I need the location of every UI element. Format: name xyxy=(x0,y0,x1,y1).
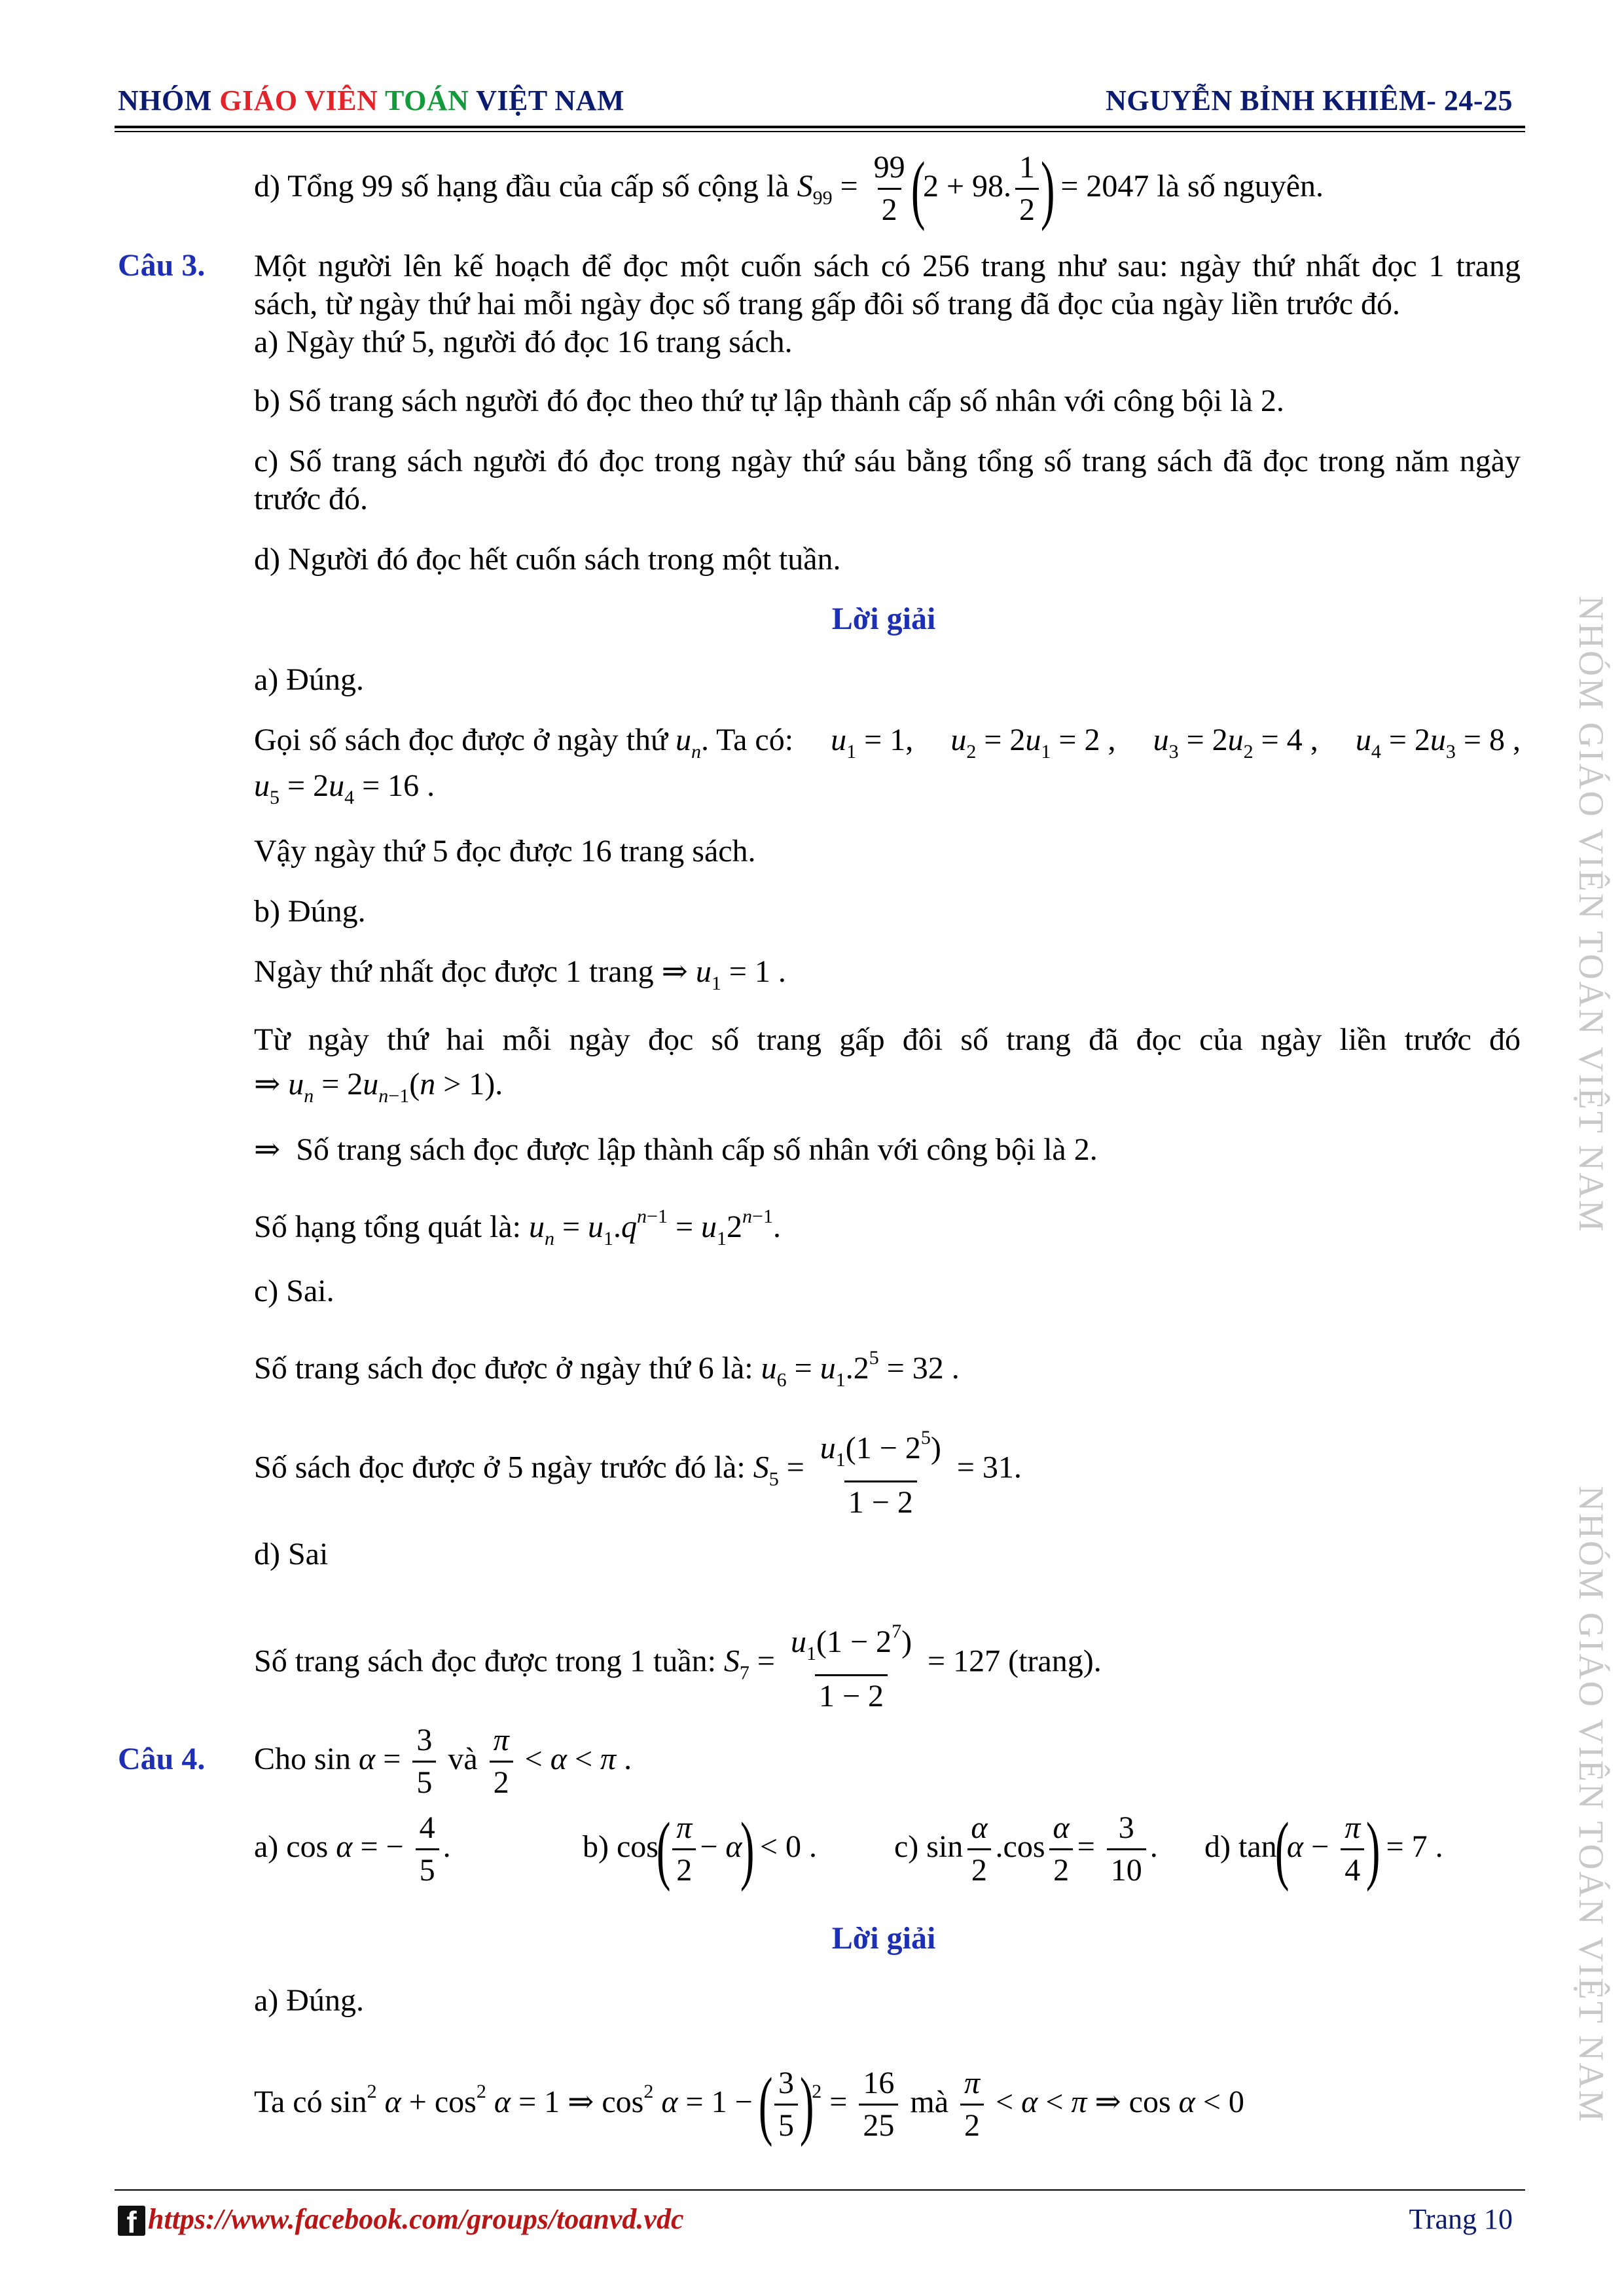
q3-sol-b-line2: Từ ngày thứ hai mỗi ngày đọc số trang gấp đôi số trang đã đọc của ngày liền trước đó xyxy=(254,1022,1521,1057)
q4-option-a: a) cos α = − $\frac{4}{5}$ . xyxy=(254,1810,451,1888)
q3-sol-b-line1: Ngày thứ nhất đọc được 1 trang ⇒ $u_1 = 1$ . xyxy=(254,954,786,994)
q4-ma: mà xyxy=(910,2085,948,2119)
watermark-upper: NHÓM GIÁO VIÊN TOÁN VIỆT NAM xyxy=(1572,596,1611,1234)
q3-sol-b-line4-text: Số hạng tổng quát là: xyxy=(254,1210,521,1244)
q3-sol-a-conclusion: Vậy ngày thứ 5 đọc được 16 trang sách. xyxy=(254,834,756,869)
q3-sol-b-line3: ⇒ Số trang sách đọc được lập thành cấp số nhân với công bội là 2. xyxy=(254,1132,1098,1167)
q3-sol-c-line1: Số trang sách đọc được ở ngày thứ 6 là: $u_6 = u_1.2^5 = 32$ . xyxy=(254,1347,960,1391)
q3-sol-c-verdict: c) Sai. xyxy=(254,1274,334,1308)
q3-sol-d-verdict: d) Sai xyxy=(254,1537,329,1571)
prev-question-d: d) Tổng 99 số hạng đầu của cấp số cộng là $S_{99}$ = $\frac{99}{2}$ (2 + 98. $\frac{1}{2}$ ) = 2047 là số nguyên. xyxy=(254,145,1324,232)
q3-sol-a-text1: Gọi số sách đọc được ở ngày thứ xyxy=(254,723,668,757)
question-4-label: Câu 4. xyxy=(118,1742,206,1776)
q3-stem-line1: Một người lên kế hoạch để đọc một cuốn sách có 256 trang như sau: ngày thứ nhất đọc 1 trang xyxy=(254,249,1521,283)
q3-sol-a-verdict: a) Đúng. xyxy=(254,662,364,697)
q4-stem-text: Cho xyxy=(254,1742,307,1776)
page-number: Trang 10 xyxy=(1409,2203,1513,2235)
header-rule xyxy=(115,126,1525,128)
q3-sol-b-line3-text: Số trang sách đọc được lập thành cấp số nhân với công bội là 2. xyxy=(296,1132,1098,1167)
prev-d-text: d) Tổng 99 số hạng đầu của cấp số cộng là xyxy=(254,169,789,204)
q3-solution-heading: Lời giải xyxy=(831,601,936,636)
q3-option-d: d) Người đó đọc hết cuốn sách trong một tuần. xyxy=(254,542,841,577)
watermark-lower: NHÓM GIÁO VIÊN TOÁN VIỆT NAM xyxy=(1572,1486,1611,2124)
q3-option-b: b) Số trang sách người đó đọc theo thứ tự lập thành cấp số nhân với công bội là 2. xyxy=(254,384,1284,418)
q3-sol-b-verdict: b) Đúng. xyxy=(254,894,366,929)
q3-sol-d-tail: (trang). xyxy=(1008,1643,1102,1679)
footer-link-text: https://www.facebook.com/groups/toanvd.vdc xyxy=(148,2203,684,2235)
q3-sol-a-line2: $u_5 = 2u_4 = 16$ . xyxy=(254,768,435,808)
q3-sol-d-line1-text: Số trang sách đọc được trong 1 tuần: xyxy=(254,1643,716,1679)
prev-d-tail: là số nguyên. xyxy=(1157,169,1324,204)
q3-stem-line2: sách, từ ngày thứ hai mỗi ngày đọc số trang gấp đôi số trang đã đọc của ngày liền trước đó. xyxy=(254,287,1400,321)
facebook-icon: f xyxy=(118,2206,145,2236)
q4-option-b: b) cos( $\frac{\pi}{2}$ − α) < 0 . xyxy=(583,1806,817,1892)
q3-sol-a-line1: Gọi số sách đọc được ở ngày thứ $u_n$. Ta có: $u_1 = 1$, $u_2 = 2u_1 = 2$ , $u_3 = 2u_2 = 4$ , $u_4 = 2u_3 = 8$ , xyxy=(254,723,1521,762)
footer-facebook-link[interactable] xyxy=(118,2202,684,2239)
q3-sol-a-text2: . Ta có: xyxy=(701,723,794,757)
q4-and: và xyxy=(448,1742,478,1776)
header-group-name xyxy=(118,84,624,117)
q4-sol-a-line1: Ta có $\sin^2 \alpha + \cos^2 \alpha = 1$ ⇒ $\cos^2 \alpha = 1$ − ( $\frac{3}{5}$ )$^2$ = $\frac{16}{25}$ mà $\frac{\pi}{2}$ < α < π ⇒ cos α < 0 xyxy=(254,2061,1244,2147)
q3-sol-b-line1-text: Ngày thứ nhất đọc được 1 trang xyxy=(254,954,654,989)
header-part-4: VIỆT NAM xyxy=(476,84,624,117)
header-school: NGUYỄN BỈNH KHIÊM- 24-25 xyxy=(1106,84,1513,117)
q3-sol-d-line1: Số trang sách đọc được trong 1 tuần: $S_7$ = $\frac{u_1(1 - 2^7)}{1 - 2}$ = 127 (trang). xyxy=(254,1621,1102,1713)
header-part-2: GIÁO VIÊN xyxy=(219,84,386,117)
question-3-label: Câu 3. xyxy=(118,248,206,283)
header-part-1: NHÓM xyxy=(118,84,220,117)
q4-stem: Cho sin α = $\frac{3}{5}$ và $\frac{\pi}{2}$ < α < π . xyxy=(254,1723,632,1801)
q3-sol-b-recurrence: ⇒ $u_n = 2u_{n-1}(n > 1)$. xyxy=(254,1067,503,1107)
header-rule-thin xyxy=(115,131,1525,132)
q3-sol-c-line1-text: Số trang sách đọc được ở ngày thứ 6 là: xyxy=(254,1351,753,1386)
q4-option-c: c) sin $\frac{\alpha}{2}$ .cos $\frac{\alpha}{2}$ = $\frac{3}{10}$ . xyxy=(894,1810,1158,1888)
q4-solution-heading: Lời giải xyxy=(831,1921,936,1956)
q3-sol-b-line4: Số hạng tổng quát là: $u_n = u_1.q^{n-1} = u_12^{n-1}$. xyxy=(254,1206,781,1249)
q3-sol-c-line2-text: Số sách đọc được ở 5 ngày trước đó là: xyxy=(254,1450,746,1485)
q4-option-d: d) tan(α − $\frac{\pi}{4}$ ) = 7 . xyxy=(1204,1806,1443,1892)
q4-sol-a-verdict: a) Đúng. xyxy=(254,1983,364,2018)
q3-option-a: a) Ngày thứ 5, người đó đọc 16 trang sách. xyxy=(254,325,793,359)
header-part-3: TOÁN xyxy=(385,84,477,117)
q4-sol-line-text: Ta có xyxy=(254,2085,323,2119)
q3-option-c-line2: trước đó. xyxy=(254,482,369,516)
q3-option-c-line1: c) Số trang sách người đó đọc trong ngày thứ sáu bằng tổng số trang sách đã đọc trong năm ngày xyxy=(254,444,1521,478)
q3-sol-c-line2: Số sách đọc được ở 5 ngày trước đó là: $S_5$ = $\frac{u_1(1 - 2^5)}{1 - 2}$ = 31. xyxy=(254,1427,1022,1520)
footer-rule xyxy=(115,2189,1525,2191)
